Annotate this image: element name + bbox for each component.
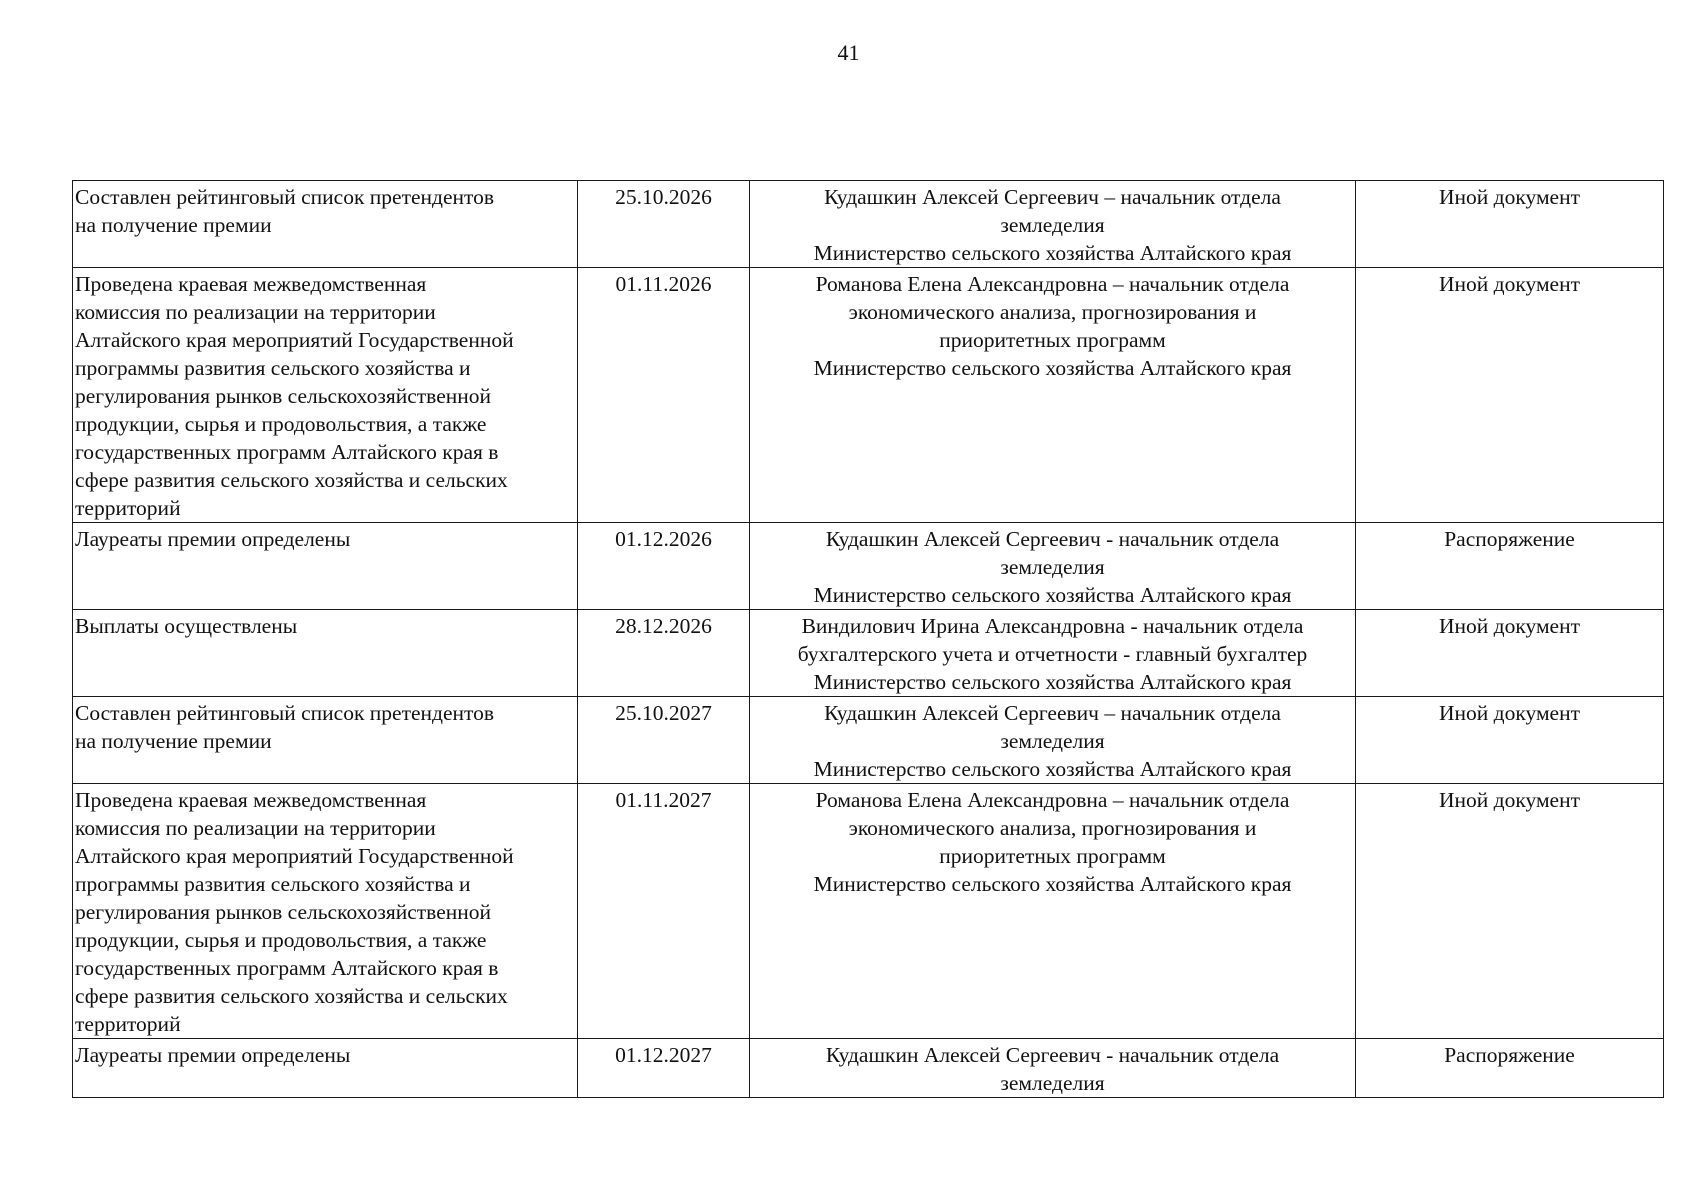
document-type-cell: Иной документ [1356,181,1664,268]
event-text-line: Выплаты осуществлены [75,614,298,638]
responsible-text-line: экономического анализа, прогнозирования и [848,816,1257,840]
table-row [73,1039,1664,1098]
document-type-cell: Распоряжение [1356,1039,1664,1098]
event-text-line: Проведена краевая межведомственная [75,272,427,296]
event-text-line: Лауреаты премии определены [75,527,351,551]
responsible-cell [750,610,1356,697]
responsible-cell [750,181,1356,268]
event-text-line: сфере развития сельского хозяйства и сельских [75,468,508,492]
responsible-text-line: экономического анализа, прогнозирования и [848,300,1257,324]
responsible-text-line: земледелия [1000,729,1105,753]
event-text-line: государственных программ Алтайского края в [75,440,499,464]
document-type-cell: Иной документ [1356,784,1664,1039]
responsible-cell [750,1039,1356,1098]
date-cell: 25.10.2026 [578,181,750,268]
responsible-text-line: Министерство сельского хозяйства Алтайского края [813,670,1292,694]
responsible-text-line: Кудашкин Алексей Сергеевич - начальник отдела [825,1043,1280,1067]
event-text-line: на получение премии [75,213,272,237]
date-cell: 01.12.2027 [578,1039,750,1098]
event-text-line: продукции, сырья и продовольствия, а также [75,412,487,436]
responsible-text-line: бухгалтерского учета и отчетности - главный бухгалтер [797,642,1308,666]
event-text-line: территорий [75,496,181,520]
event-cell [73,784,578,1039]
table-row [73,697,1664,784]
responsible-text-line: приоритетных программ [939,328,1166,352]
page-number: 41 [837,40,860,65]
responsible-text-line: Кудашкин Алексей Сергеевич - начальник отдела [825,527,1280,551]
event-text-line: Алтайского края мероприятий Государственной [75,328,514,352]
responsible-cell [750,523,1356,610]
responsible-text-line: Кудашкин Алексей Сергеевич – начальник отдела [824,701,1281,725]
event-cell [73,697,578,784]
event-text-line: Составлен рейтинговый список претендентов [75,701,495,725]
date-cell: 25.10.2027 [578,697,750,784]
date-cell: 01.11.2027 [578,784,750,1039]
event-text-line: на получение премии [75,729,272,753]
table-body [73,181,1664,1098]
table-row [73,268,1664,523]
table-row [73,523,1664,610]
event-text-line: комиссия по реализации на территории [75,816,436,840]
event-text-line: Лауреаты премии определены [75,1043,351,1067]
event-cell [73,268,578,523]
responsible-cell [750,697,1356,784]
responsible-text-line: Виндилович Ирина Александровна - начальник отдела [801,614,1304,638]
event-text-line: Составлен рейтинговый список претендентов [75,185,495,209]
table-row [73,784,1664,1039]
event-text-line: территорий [75,1012,181,1036]
event-text-line: Алтайского края мероприятий Государственной [75,844,514,868]
event-text-line: регулирования рынков сельскохозяйственной [75,384,492,408]
document-type-cell: Распоряжение [1356,523,1664,610]
document-type-cell: Иной документ [1356,697,1664,784]
responsible-text-line: Романова Елена Александровна – начальник отдела [815,788,1290,812]
responsible-text-line: земледелия [1000,1071,1105,1095]
table-row [73,181,1664,268]
event-text-line: продукции, сырья и продовольствия, а также [75,928,487,952]
responsible-text-line: Министерство сельского хозяйства Алтайского края [813,757,1292,781]
responsible-text-line: приоритетных программ [939,844,1166,868]
document-type-cell: Иной документ [1356,610,1664,697]
event-text-line: программы развития сельского хозяйства и [75,872,471,896]
event-cell [73,1039,578,1098]
responsible-text-line: Министерство сельского хозяйства Алтайского края [813,583,1292,607]
event-text-line: сфере развития сельского хозяйства и сельских [75,984,508,1008]
event-cell [73,523,578,610]
event-text-line: государственных программ Алтайского края в [75,956,499,980]
date-cell: 01.11.2026 [578,268,750,523]
event-cell [73,610,578,697]
date-cell: 01.12.2026 [578,523,750,610]
responsible-text-line: земледелия [1000,555,1105,579]
responsible-text-line: Министерство сельского хозяйства Алтайского края [813,872,1292,896]
responsible-cell [750,784,1356,1039]
responsible-text-line: Романова Елена Александровна – начальник отдела [815,272,1290,296]
event-text-line: Проведена краевая межведомственная [75,788,427,812]
event-cell [73,181,578,268]
responsible-cell [750,268,1356,523]
responsible-text-line: Министерство сельского хозяйства Алтайского края [813,241,1292,265]
responsible-text-line: Кудашкин Алексей Сергеевич – начальник отдела [824,185,1281,209]
table-row [73,610,1664,697]
event-text-line: комиссия по реализации на территории [75,300,436,324]
date-cell: 28.12.2026 [578,610,750,697]
event-text-line: программы развития сельского хозяйства и [75,356,471,380]
responsible-text-line: Министерство сельского хозяйства Алтайского края [813,356,1292,380]
event-text-line: регулирования рынков сельскохозяйственной [75,900,492,924]
document-type-cell: Иной документ [1356,268,1664,523]
schedule-table [72,180,1664,1098]
responsible-text-line: земледелия [1000,213,1105,237]
